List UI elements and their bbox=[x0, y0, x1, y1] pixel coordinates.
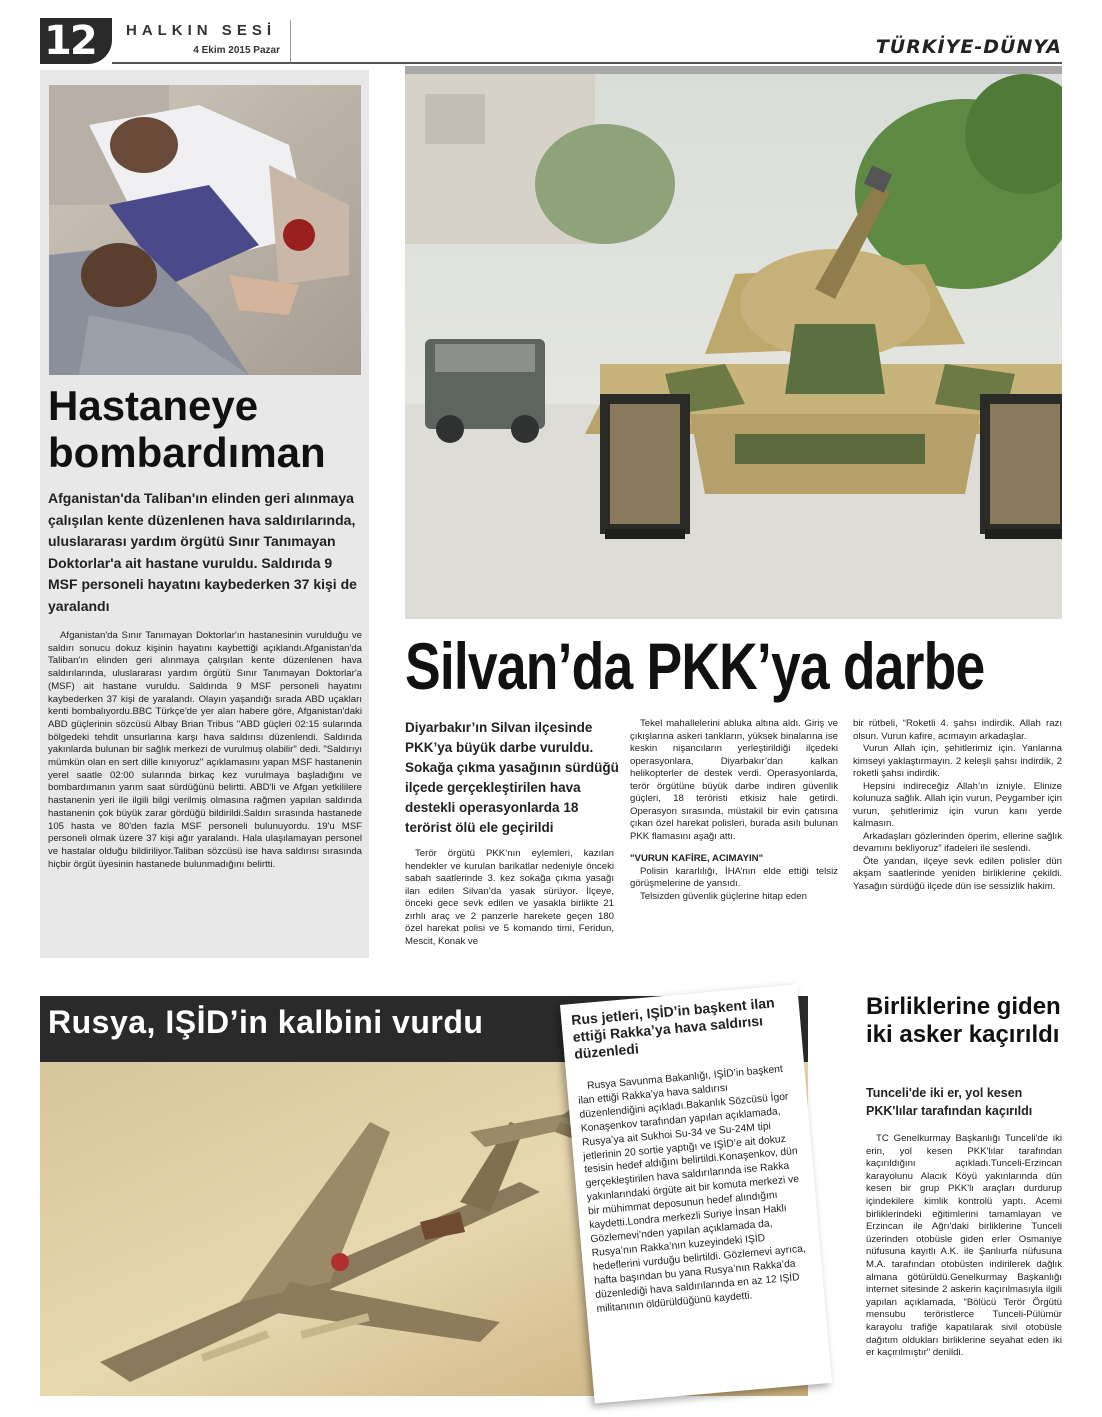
page-number: 12 bbox=[40, 18, 112, 64]
main-col3-para-5: Öte yandan, ilçeye sevk edilen polisler dün akşam saatlerinde yeniden birliklerine çekildi. Yasağın sürdüğü ilçede dün ise sessizlik hakim. bbox=[853, 855, 1062, 892]
main-col2-para-3: Telsizden güvenlik güçlerine hitap eden bbox=[640, 890, 807, 902]
main-col1-text: Terör örgütü PKK’nın eylemleri, kazılan hendekler ve kurulan barikatlar nedeniyle önceki sabah saatlerinde 3. kez sokağa çıkma yasağı ilan edilen Silvan’da yasak sürüyor. İlçeye, önceki gece sevk edilen ve yasakla birlikte 21 zırhlı araç ve 2 panzerle harekete geçen 180 özel harekat polisi ve 5 komando timi, Feridun, Mescit, Konak ve bbox=[405, 848, 614, 947]
injured-photo bbox=[49, 85, 361, 375]
russia-story-box bbox=[560, 984, 832, 1403]
main-col2-para-1: Tekel mahallelerini abluka altına aldı. Giriş ve çıkışlarına askeri tankların, yüksek binalarına ise keskin nişancıların yerleştirildiği ilçedeki operasyonlara, Diyarbakır’dan kalkan helikopterler de destek verdi. Operasyonlarda, terör örgütüne büyük darbe indiren güvenlik güçleri, 18 teröristi etkisiz hale getirdi. Operasyon sırasında, müstakil bir evin çatısına çıkan özel harekat polisleri, burada asılı bulunan PKK flamasını aşağı attı. bbox=[630, 718, 838, 842]
main-lead: Diyarbakır’ın Silvan ilçesinde PKK’ya büyük darbe vuruldu. Sokağa çıkma yasağının sürdüğü ilçede gerçekleştirilen hava destekli operasyonlarda 18 terörist ölü ele geçirildi bbox=[405, 720, 619, 835]
russia-subhead: Rus jetleri, IŞİD’in başkent ilan ettiği Rakka’ya hava saldırısı düzenledi bbox=[570, 994, 776, 1062]
main-col3-para-4: Arkadaşları gözlerinden öperim, ellerine sağlık devamını bekliyoruz” ifadeleri ile seslendi. bbox=[853, 830, 1062, 854]
russia-headline: Rusya, IŞİD’in kalbini vurdu bbox=[48, 1004, 484, 1040]
main-headline: Silvan’da PKK’ya darbe bbox=[405, 629, 985, 703]
main-col3-para-1: bir rütbeli, “Roketli 4. şahsı indirdik. Allah razı olsun. Vurun kafire, acımayın arkadaşlar. bbox=[853, 718, 1062, 742]
main-column-3 bbox=[853, 718, 1062, 893]
main-column-1 bbox=[405, 848, 614, 948]
newspaper-name: HALKIN SESİ bbox=[125, 22, 276, 39]
main-col2-subheading: "VURUN KAFİRE, ACIMAYIN" bbox=[630, 853, 764, 864]
masthead bbox=[112, 20, 291, 62]
main-col2-para-2: Polisin kararlılığı, İHA’nın elde ettiği telsiz görüşmelerine de yansıdı. bbox=[630, 865, 838, 889]
issue-date: 4 Ekim 2015 Pazar bbox=[193, 45, 280, 56]
tank-photo bbox=[405, 74, 1062, 619]
section-title: TÜRKİYE-DÜNYA bbox=[875, 36, 1062, 58]
soldier-lead: Tunceli'de iki er, yol kesen PKK'lılar tarafından kaçırıldı bbox=[866, 1086, 1033, 1118]
russia-body: Rusya Savunma Bakanlığı, IŞİD’in başkent ilan ettiği Rakka’ya hava saldırısı düzenlendiğini açıkladı.Bakanlık Sözcüsü İgor Konaşenkov tarafından yapılan açıklamada, Rusya’ya ait Sukhoi Su-34 ve Su-24M tipi jetlerinin 20 sortie yaptığı ve IŞİD’e ait dokuz tesisin hedef aldığını belirtildi.Konaşenkov, dün gerçekleştirilen hava saldırılarında ise Rakka yakınlarındaki örgüte ait bir komuta merkezi ve bir mühimmat deposunun hedef alındığını kaydetti.Londra merkezli Suriye İnsan Haklı Gözlemevi’nden yapılan açıklamada da, Rusya’nın Rakka’nın kuzeyindeki IŞİD hedeflerini vurduğu belirtildi. Gözlemevi ayrıca, hafta başından bu yana Rusya’nın Rakka’da düzenlediği hava saldırılarında en az 12 IŞİD militanının öldürüldüğünü kaydetti. bbox=[577, 1063, 807, 1315]
left-lead: Afganistan'da Taliban'ın elinden geri alınmaya çalışılan kente düzenlenen hava saldırılarında, uluslararası yardım örgütü Sınır Tanımayan Doktorlar'a ait hastane vuruldu. Saldırıda 9 MSF personeli hayatını kaybederken 37 kişi de yaralandı bbox=[48, 490, 357, 614]
left-headline: Hastaneye bombardıman bbox=[48, 382, 326, 476]
main-column-2 bbox=[630, 718, 838, 903]
header-divider bbox=[112, 62, 1062, 64]
soldier-headline: Birliklerine giden iki asker kaçırıldı bbox=[866, 993, 1061, 1048]
left-body: Afganistan'da Sınır Tanımayan Doktorlar'ın hastanesinin vurulduğu ve saldırı sonucu dokuz kişinin hayatını kaybettiği açıklandı.Afganistan'da Taliban'ın elinden geri alınmaya çalışılan kente düzenlenen hava saldırılarında, uluslararası yardım örgütü Sınır Tanımayan Doktorlar'a (MSF) ait hastane vuruldu. Saldırıda 9 MSF personeli hayatını kaybederken 37 kişi de yaralandı. Olayın yaşandığı sırada ABD uçakları kenti bombalıyordu.BBC Türkçe'de yer alan habere göre, Afganistan'daki ABD güçlerinin sözcüsü Albay Brian Tribus "ABD güçleri 02:15 sularında bölgedeki tehdit unsurlarına karşı hava saldırısı düzenlendi. Saldırıda yakınlarda bulunan bir sağlık merkezi de vurulmuş olabilir" dedi. "Saldırıyı mümkün olan en sert dille kınıyoruz" açıklamasını yapan MSF hastanenin yerel saatle 02:00 sularında birkaç kez vurulmaya başladığını ve bombardımanın yarım saat sürdüğünü belirtti. ABD'li ve Afgan yetkililere hastanenin yeri ile ilgili bilgi verilmiş olmasına rağmen yapılan saldırıda hastanenin çok büyük zarar gördüğü bildirildi.Saldırı sırasında hastanede 105 hasta ve 80'den fazla MSF personeli bulunuyordu. 19'u MSF personeli olmak üzere 37 kişi ağır yaralandı. Hala ulaşılamayan personel ve hastalar olduğu bildiriliyor.Taliban sözcüsü ise hava saldırısı sırasında hiçbir örgüt üyesinin hastanede bulunmadığını belirtti. bbox=[48, 630, 362, 870]
main-col3-para-3: Hepsini indireceğiz Allah’ın izniyle. Elinize kolunuza sağlık. Allah için vurun, Peygamber için vurun, şehitlerimiz için vurun kanı yerde kalmasın. bbox=[853, 780, 1062, 829]
top-grey-bar bbox=[405, 66, 1062, 74]
main-col3-para-2: Vurun Allah için, şehitlerimiz için. Yanlarına kimseyi yaklaştırmayın. 2 keleşli şahsı indirdik, 2 roketli şahsı indirdik. bbox=[853, 743, 1062, 779]
soldier-body: TC Genelkurmay Başkanlığı Tunceli'de iki erin, yol kesen PKK'lılar tarafından kaçırıldığını açıkladı.Tunceli-Erzincan karayolunu Alacık Köyü yakınlarında dün kesen bir grup PKK'lı araçları durdurup içindekilere kimlik kontrolü yaptı. Acemi birliklerindeki eğitimlerini tamamlayan ve Erzincan ile Ağrı'daki birliklerine Tunceli üzerinden otobüsle giden erler Osmaniye nüfusuna kayıtlı A.K. ile Şanlıurfa nüfusuna M.A. tarafından otobüsten indirilerek dağlık almana götürüldü.Genelkurmay Başkanlığı internet sitesinde 2 askerin kaçırılmasıyla ilgili yapılan açıklamada, "Bölücü Terör Örgütü mensubu teröristlerce Tunceli-Pülümür karayolu trafiğe kapatılarak sivil otobüsle dağıtım oldukları birliklerine seyahat eden iki er kaçırılmıştır" denildi. bbox=[866, 1133, 1062, 1359]
